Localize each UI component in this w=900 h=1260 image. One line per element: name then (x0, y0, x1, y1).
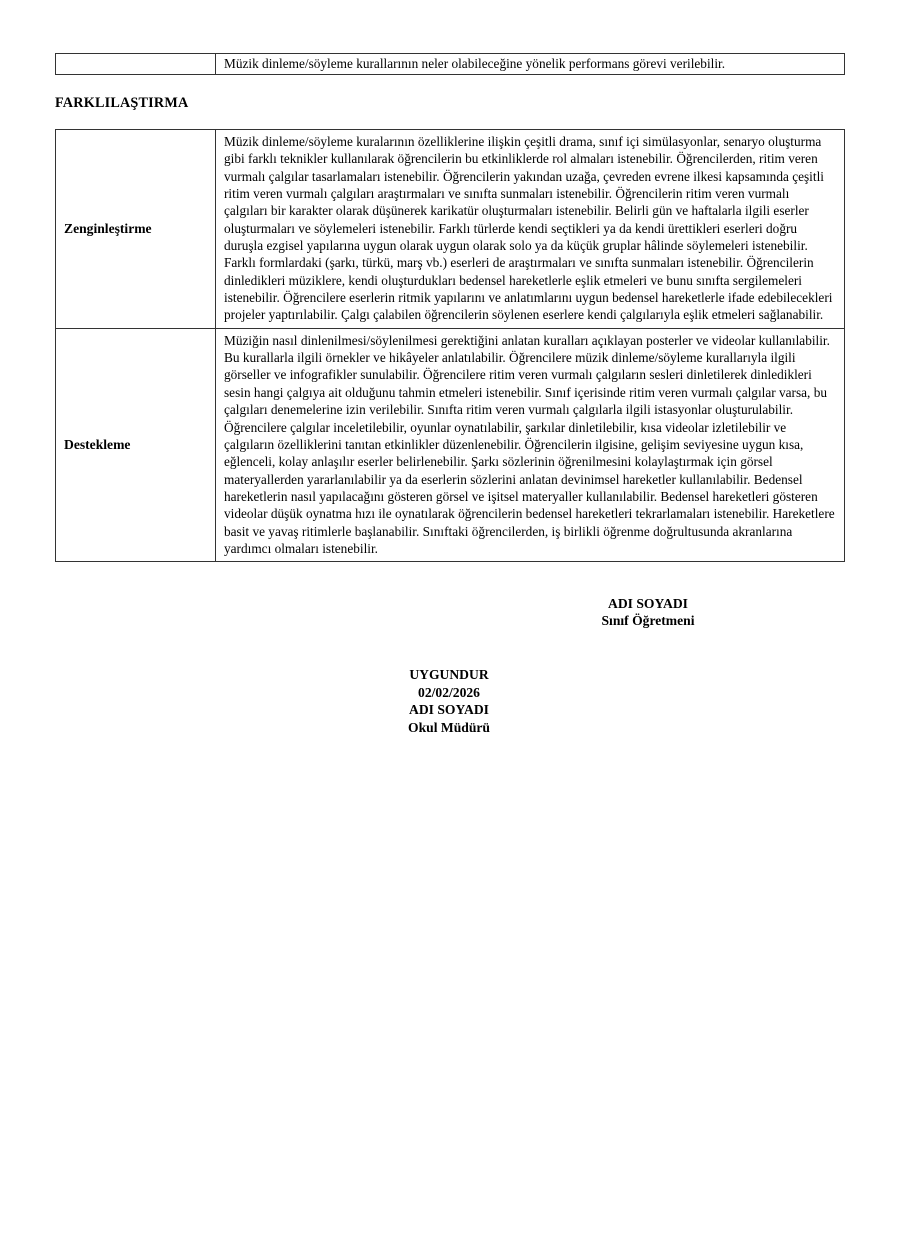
row-content-zenginlestirme: Müzik dinleme/söyleme kuralarının özelliklerine ilişkin çeşitli drama, sınıf içi simülasyonlar, senaryo oluşturma gibi farklı teknikler kullanılarak öğrencilerin bu etkinliklerde rol almaları istenebilir. Öğrencilerden, ritim veren vurmalı çalgılar tasarlamaları istenebilir. Öğrencilerin yakından uzağa, çevreden evrene ilkesi kapsamında çeşitli ritim veren vurmalı çalgıları araştırmaları ve sınıfta sunmaları istenebilir. Öğrencilerin ritim veren vurmalı çalgıları bir karakter olarak düşünerek karikatür oluşturmaları istenebilir. Belirli gün ve haftalarla ilgili eserler oluşturmaları ve söylemeleri istenebilir. Farklı türlerde kendi seçtikleri ya da kendi ürettikleri eserleri doğru duruşla ezgisel yapılarına uygun olarak uygun olarak solo ya da küçük gruplar hâlinde söylemeleri istenebilir. Farklı formlardaki (şarkı, türkü, marş vb.) eserleri de araştırmaları ve sınıfta sunmaları istenebilir. Öğrencilerin dinledikleri müziklere, kendi oluşturdukları bedensel hareketlerle eşlik etmeleri ve bunu sınıfta sergilemeleri istenebilir. Öğrencilere eserlerin ritmik yapılarını ve anlatımlarını uygun bedensel hareketlerle ifade edebilecekleri projeler yaptırılabilir. Çalgı çalabilen öğrencilerin söylenen eserlere kendi çalgılarıyla eşlik etmeleri sağlanabilir. (216, 130, 845, 329)
differentiation-table (55, 129, 845, 562)
section-heading-farklilastirma: FARKLILAŞTIRMA (55, 95, 189, 111)
row-label-zenginlestirme: Zenginleştirme (56, 130, 216, 329)
table-row-zenginlestirme (56, 130, 845, 329)
assessment-table (55, 53, 845, 75)
row-content-destekleme: Müziğin nasıl dinlenilmesi/söylenilmesi gerektiğini anlatan kuralları açıklayan posterler ve videolar kullanılabilir. Bu kurallarla ilgili örnekler ve hikâyeler anlatılabilir. Öğrencilere müzik dinleme/söyleme kurallarıyla ilgili görseller ve infografikler sunulabilir. Öğrencilere ritim veren vurmalı çalgıların sesleri dinletilerek dinledikleri sesin hangi çalgıya ait olduğunu tahmin etmeleri istenebilir. Sınıf içerisinde ritim veren vurmalı çalgılar varsa, bu çalgıları denemelerine izin verilebilir. Sınıfta ritim veren vurmalı çalgılarla ilgili istasyonlar oluşturulabilir. Öğrencilere çalgılar inceletilebilir, oyunlar oynatılabilir, şarkılar dinletilebilir, kısa videolar izletilebilir ve çalgıların özelliklerini tanıtan etkinlikler düzenlenebilir. Öğrencilerin ilgisine, gelişim seviyesine uygun kısa, eğlenceli, kolay anlaşılır eserler belirlenebilir. Şarkı sözlerinin öğrenilmesini kolaylaştırmak için görsel materyallerden yararlanılabilir ya da eserlerin sözlerini anlatan devinimsel hareketler kullanılabilir. Bedensel hareketlerin nasıl yapılacağını gösteren görsel ve işitsel materyaller kullanılabilir. Bedensel hareketleri gösteren videolar düşük oynatma hızı ile oynatılarak öğrencilerin bedensel hareketleri tekrarlamaları istenebilir. Hareketlere basit ve yavaş ritimlerle başlanabilir. Sınıftaki öğrencilerden, iş birlikli öğrenme doğrultusunda akranlarına yardımcı olmaları istenebilir. (216, 328, 845, 561)
teacher-title: Sınıf Öğretmeni (601, 613, 695, 629)
table-row-destekleme (56, 328, 845, 561)
principal-name: ADI SOYADI (409, 702, 489, 718)
approval-status: UYGUNDUR (409, 667, 489, 683)
empty-label-cell (56, 54, 216, 75)
signature-block-teacher (498, 595, 798, 629)
table-row (56, 54, 845, 75)
teacher-name: ADI SOYADI (608, 596, 688, 612)
row-label-destekleme: Destekleme (56, 328, 216, 561)
signature-block-approval (299, 666, 599, 736)
assessment-text-cell: Müzik dinleme/söyleme kurallarının neler olabileceğine yönelik performans görevi verilebilir. (216, 54, 845, 75)
approval-date: 02/02/2026 (418, 684, 480, 700)
principal-title: Okul Müdürü (408, 719, 490, 735)
